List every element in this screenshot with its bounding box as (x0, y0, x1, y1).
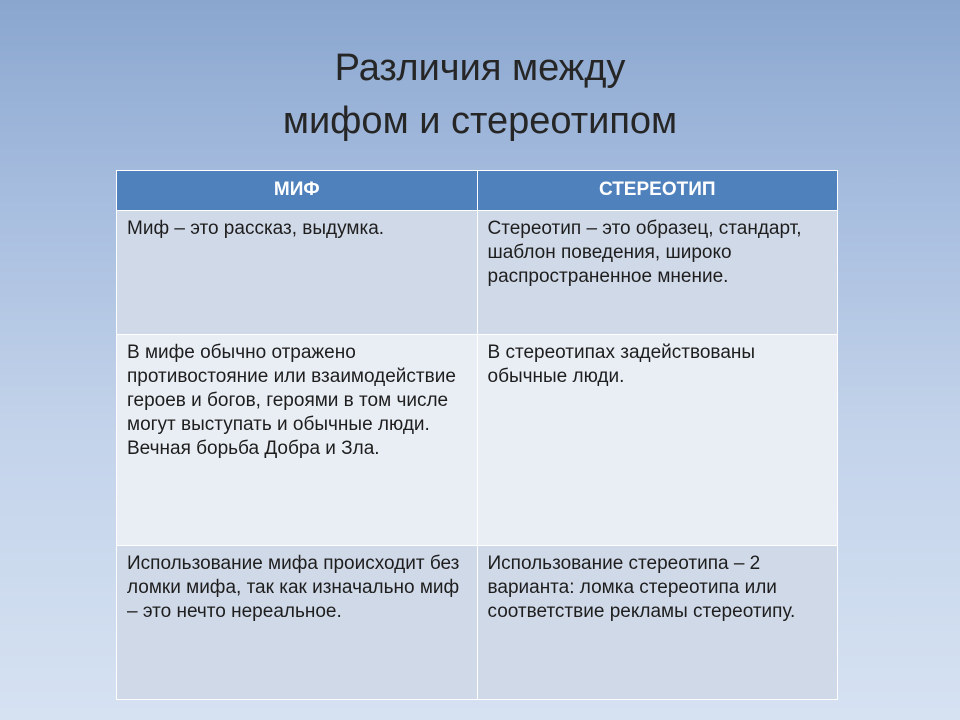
cell-stereotype-characters: В стереотипах задействованы обычные люди. (477, 335, 838, 546)
slide-title-line-1: Различия между (334, 47, 626, 89)
table-row (117, 211, 838, 335)
table-row (117, 335, 838, 546)
comparison-table (116, 170, 838, 700)
table-row (117, 546, 838, 700)
cell-stereotype-usage: Использование стереотипа – 2 варианта: ломка стереотипа или соответствие рекламы стереотипу. (477, 546, 838, 700)
header-stereotype: СТЕРЕОТИП (477, 171, 838, 211)
cell-myth-usage: Использование мифа происходит без ломки мифа, так как изначально миф – это нечто нереальное. (117, 546, 478, 700)
slide-title-line-2: мифом и стереотипом (282, 100, 678, 142)
cell-myth-definition: Миф – это рассказ, выдумка. (117, 211, 478, 335)
table-header-row (117, 171, 838, 211)
cell-myth-characters: В мифе обычно отражено противостояние или взаимодействие героев и богов, героями в том числе могут выступать и обычные люди. Вечная борьба Добра и Зла. (117, 335, 478, 546)
slide-title (0, 42, 960, 148)
cell-stereotype-definition: Стереотип – это образец, стандарт, шаблон поведения, широко распространенное мнение. (477, 211, 838, 335)
header-myth: МИФ (117, 171, 478, 211)
